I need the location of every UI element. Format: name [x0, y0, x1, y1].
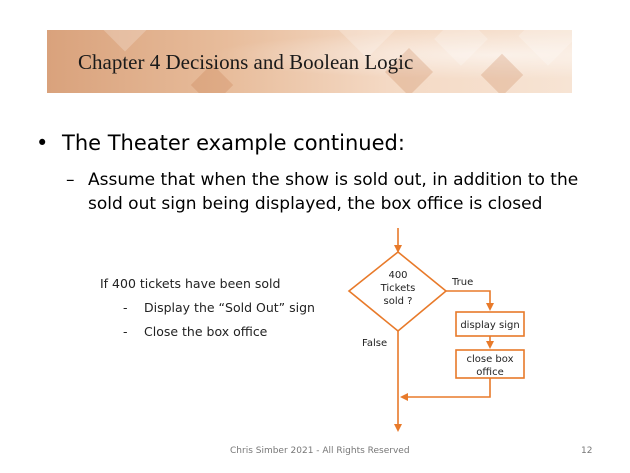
false-label: False	[362, 338, 388, 349]
flow-arrow-merge	[402, 378, 490, 397]
pseudocode-condition: If 400 tickets have been sold	[100, 276, 281, 291]
bullet-main-text: The Theater example continued:	[62, 131, 405, 155]
flow-arrow-true	[446, 291, 490, 309]
true-label: True	[452, 277, 474, 288]
box-label-display-sign: display sign	[460, 320, 520, 331]
page-number: 12	[581, 446, 593, 456]
pseudocode-step-text: Display the “Sold Out” sign	[144, 300, 315, 315]
bullet-dash: –	[66, 170, 75, 190]
bullet-sub-text: Assume that when the show is sold out, in addition to the sold out sign being displayed, the box office is closed	[88, 170, 579, 214]
decision-label-line: Tickets	[380, 283, 416, 294]
slide-title: Chapter 4 Decisions and Boolean Logic	[78, 50, 414, 74]
decision-label-line: sold ?	[383, 296, 413, 307]
pseudocode-step-marker: -	[123, 300, 128, 315]
pseudocode-step-marker: -	[123, 324, 128, 339]
box-label-close-office: office	[476, 367, 504, 378]
bullet-dot: •	[36, 131, 49, 155]
decision-label-line: 400	[388, 270, 408, 281]
box-label-close-office: close box	[466, 354, 514, 365]
pseudocode-step-text: Close the box office	[144, 324, 268, 339]
footer-copyright: Chris Simber 2021 - All Rights Reserved	[230, 446, 410, 456]
